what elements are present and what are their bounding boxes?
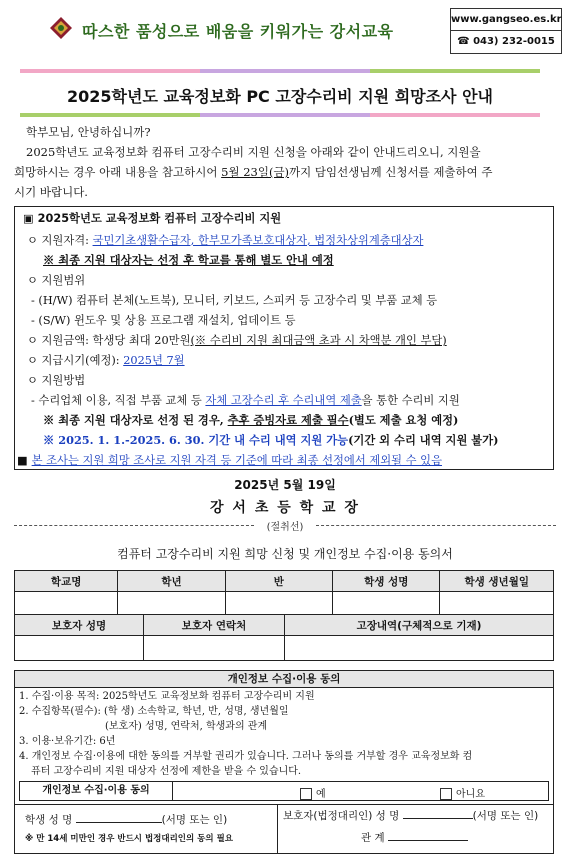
qualification-note: ※ 최종 지원 대상자는 선정 후 학교를 통해 별도 안내 예정 bbox=[43, 253, 334, 267]
text: 을 통한 수리비 지원 bbox=[361, 394, 460, 407]
signature-divider bbox=[15, 804, 553, 805]
text: - 수리업체 이용, 직접 부품 교체 등 bbox=[31, 394, 206, 407]
consent-box bbox=[14, 670, 554, 854]
amount-line bbox=[27, 332, 447, 348]
greeting: 학부모님, 안녕하십니까? bbox=[26, 125, 151, 139]
grade-field[interactable] bbox=[118, 592, 225, 615]
student-sign-label: 학생 성 명 bbox=[25, 814, 76, 826]
school-field[interactable] bbox=[15, 592, 118, 615]
guardian-sign-label: 보호자(법정대리인) 성 명 bbox=[283, 810, 403, 822]
method-note bbox=[43, 412, 458, 428]
label: ㅇ 지원금액: 학생당 최대 20만원 bbox=[27, 334, 191, 347]
consent-period: 3. 이용·보유기간: 6년 bbox=[19, 736, 116, 747]
decorative-bar-top bbox=[20, 69, 540, 73]
relation-label: 관 계 bbox=[361, 832, 388, 844]
guardian-info-table bbox=[14, 614, 554, 661]
cut-line-label: (절취선) bbox=[266, 522, 304, 533]
bullet: ■ bbox=[17, 453, 32, 467]
box-heading: ▣ 2025학년도 교육정보화 컴퓨터 고장수리비 지원 bbox=[23, 212, 282, 225]
header-student-name: 학생 성명 bbox=[333, 571, 440, 592]
text: (기간 외 수리 내역 지원 불가) bbox=[348, 433, 499, 447]
consent-title: 개인정보 수집·이용 동의 bbox=[15, 671, 553, 688]
header-birthdate: 학생 생년월일 bbox=[440, 571, 554, 592]
text: (별도 제출 요청 예정) bbox=[348, 413, 459, 427]
notice-date: 2025년 5월 19일 bbox=[234, 478, 336, 492]
relation-line[interactable] bbox=[388, 840, 468, 841]
proof-required: 추후 증빙자료 제출 필수 bbox=[227, 413, 349, 427]
guardian-name-field[interactable] bbox=[15, 636, 144, 661]
school-slogan: 따스한 품성으로 배움을 키워가는 강서교육 bbox=[82, 22, 394, 41]
method-emphasis: 자체 고장수리 후 수리내역 제출 bbox=[205, 394, 362, 407]
consent-items-guardian: (보호자) 성명, 연락처, 학생과의 관계 bbox=[105, 721, 268, 732]
yes-label: 예 bbox=[316, 789, 326, 800]
signature-vertical-divider bbox=[277, 804, 278, 853]
header-guardian-phone: 보호자 연락처 bbox=[144, 615, 285, 636]
website-text: www.gangseo.es.kr bbox=[451, 9, 561, 31]
consent-items-student: 2. 수집항목(필수): (학 생) 소속학교, 학년, 반, 성명, 생년월일 bbox=[19, 706, 289, 717]
method-label: ㅇ 지원방법 bbox=[27, 374, 86, 387]
guardian-sign-line[interactable] bbox=[403, 818, 473, 819]
guardian-phone-field[interactable] bbox=[144, 636, 285, 661]
class-field[interactable] bbox=[225, 592, 332, 615]
deadline-date: 5월 23일(금) bbox=[221, 165, 290, 179]
scope-hardware: - (H/W) 컴퓨터 본체(노트북), 모니터, 키보드, 스피커 등 고장수리 및 부품 교체 등 bbox=[31, 294, 438, 307]
intro-line-2 bbox=[14, 162, 493, 182]
period-note bbox=[43, 432, 498, 448]
scope-software: - (S/W) 윈도우 및 상용 프로그램 재설치, 업데이트 등 bbox=[31, 314, 296, 327]
scope-label: ㅇ 지원범위 bbox=[27, 274, 86, 287]
relation-signature bbox=[361, 830, 468, 845]
school-logo-icon bbox=[50, 17, 72, 39]
final-note bbox=[17, 452, 442, 468]
support-info-box bbox=[14, 206, 554, 470]
label: ㅇ 지급시기(예정): bbox=[27, 354, 124, 367]
form-title: 컴퓨터 고장수리비 지원 희망 신청 및 개인정보 수집·이용 동의서 bbox=[117, 547, 453, 561]
guardian-signature bbox=[283, 808, 538, 823]
label: ㅇ 지원자격: bbox=[27, 234, 93, 247]
header-failure-details: 고장내역(구체적으로 기재) bbox=[285, 615, 554, 636]
student-name-field[interactable] bbox=[333, 592, 440, 615]
payment-time-line bbox=[27, 352, 185, 368]
amount-note: (※ 수리비 지원 최대금액 초과 시 차액분 개인 부담) bbox=[190, 334, 447, 347]
intro-line-3: 시기 바랍니다. bbox=[14, 185, 88, 199]
decorative-bar-bottom bbox=[20, 113, 540, 117]
consent-items bbox=[19, 689, 472, 779]
agree-label: 개인정보 수집·이용 동의 bbox=[20, 782, 173, 800]
yes-checkbox[interactable] bbox=[300, 788, 312, 800]
period-range: ※ 2025. 1. 1.-2025. 6. 30. 기간 내 수리 내역 지원 가능 bbox=[43, 433, 349, 447]
header-school: 학교명 bbox=[15, 571, 118, 592]
agree-no[interactable] bbox=[440, 785, 485, 800]
consent-rights: 4. 개인정보 수집·이용에 대한 동의를 거부할 권리가 있습니다. 그러나 동의를 거부할 경우 교육정보화 컴 bbox=[19, 751, 473, 762]
intro-text: 희망하시는 경우 아래 내용을 참고하시어 bbox=[14, 165, 222, 179]
guardian-sign-suffix: (서명 또는 인) bbox=[472, 810, 539, 822]
cut-line-right bbox=[316, 525, 556, 526]
header-grade: 학년 bbox=[118, 571, 225, 592]
method-line bbox=[31, 392, 460, 408]
page-header bbox=[8, 4, 562, 56]
school-principal: 강 서 초 등 학 교 장 bbox=[210, 500, 360, 516]
header-guardian-name: 보호자 성명 bbox=[15, 615, 144, 636]
page-title: 2025학년도 교육정보화 PC 고장수리비 지원 희망조사 안내 bbox=[67, 87, 493, 106]
contact-box bbox=[450, 8, 562, 54]
payment-time-value: 2025년 7월 bbox=[123, 354, 185, 367]
student-info-table bbox=[14, 570, 554, 615]
text: ※ 최종 지원 대상자로 선정 된 경우, bbox=[43, 413, 228, 427]
age-note: ※ 만 14세 미만인 경우 반드시 법정대리인의 동의 필요 bbox=[25, 834, 233, 844]
consent-purpose: 1. 수집·이용 목적: 2025학년도 교육정보화 컴퓨터 고장수리비 지원 bbox=[19, 691, 315, 702]
consent-rights-cont: 퓨터 고장수리비 지원 대상자 선정에 제한을 받을 수 있습니다. bbox=[31, 766, 302, 777]
intro-line-1: 2025학년도 교육정보화 컴퓨터 고장수리비 지원 신청을 아래와 같이 안내드리오니, 지원을 bbox=[26, 145, 481, 159]
phone-text: ☎ 043) 232-0015 bbox=[457, 36, 555, 47]
no-checkbox[interactable] bbox=[440, 788, 452, 800]
agree-yes[interactable] bbox=[300, 785, 326, 800]
qualification-line bbox=[27, 232, 423, 248]
header-class: 반 bbox=[225, 571, 332, 592]
failure-details-field[interactable] bbox=[285, 636, 554, 661]
consent-agree-row bbox=[19, 781, 549, 801]
final-note-text: 본 조사는 지원 희망 조사로 지원 자격 등 기준에 따라 최종 선정에서 제외될 수 있음 bbox=[31, 454, 443, 467]
intro-text: 까지 담임선생님께 신청서를 제출하여 주 bbox=[289, 165, 493, 179]
birthdate-field[interactable] bbox=[440, 592, 554, 615]
student-sign-suffix: (서명 또는 인) bbox=[161, 814, 228, 826]
no-label: 아니요 bbox=[456, 789, 485, 800]
student-sign-line[interactable] bbox=[76, 822, 162, 823]
student-signature bbox=[25, 812, 227, 827]
qualification-value: 국민기초생활수급자, 한부모가족보호대상자, 법정차상위계층대상자 bbox=[92, 234, 424, 247]
